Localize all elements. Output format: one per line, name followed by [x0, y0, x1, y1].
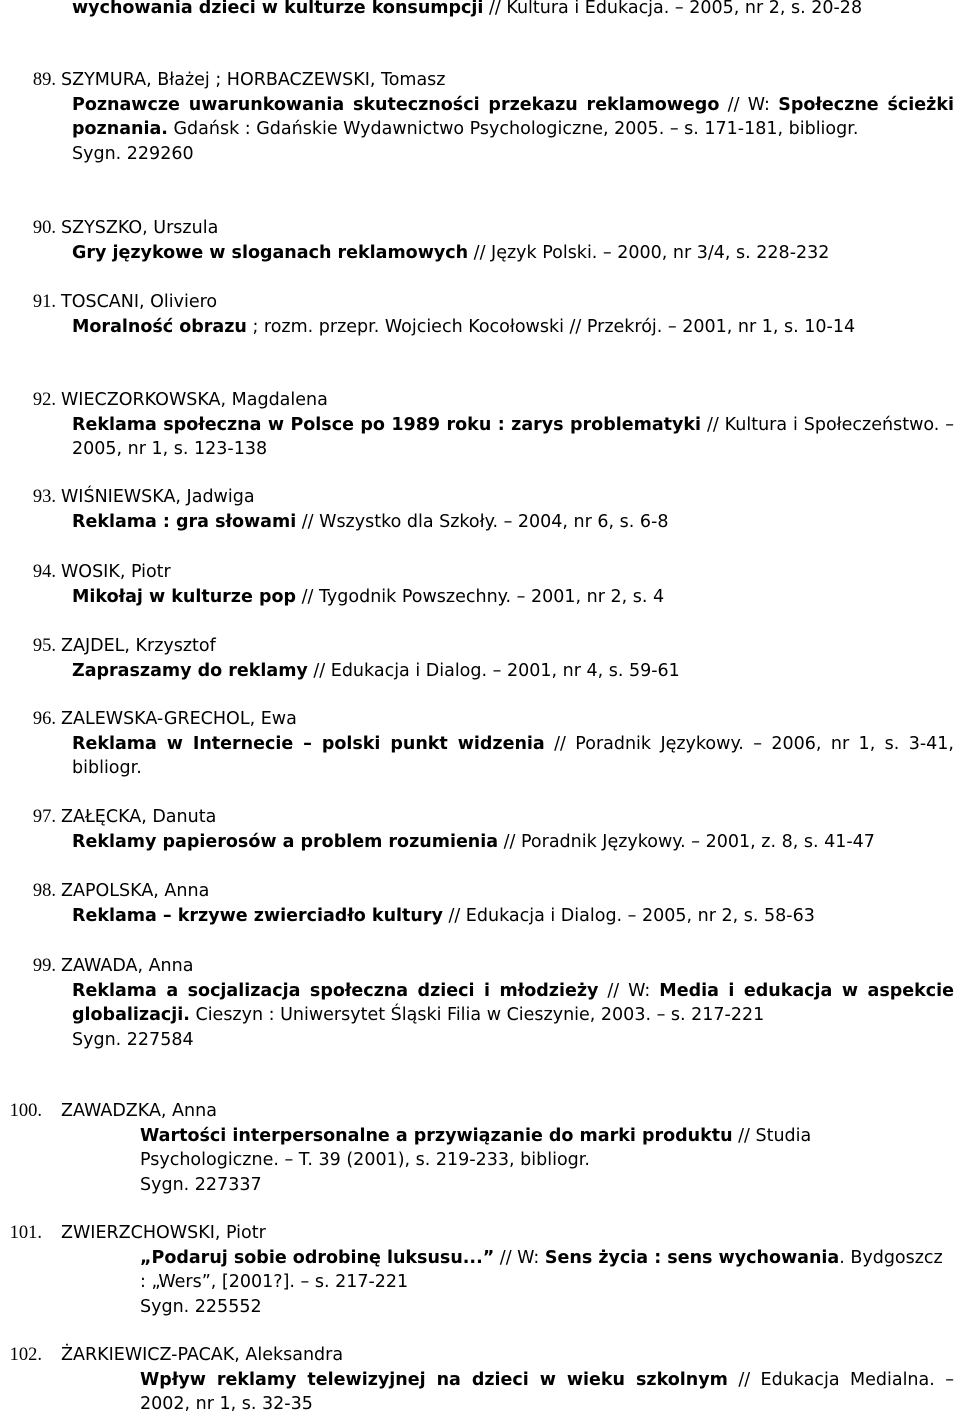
entry-title: wychowania dzieci w kulturze konsumpcji — [72, 0, 484, 18]
entry-signature: Sygn. 225552 — [140, 1296, 262, 1317]
entry-author: SZYSZKO, Urszula — [61, 218, 219, 238]
entry-number: 94. — [32, 562, 56, 582]
entry-title: Mikołaj w kulturze pop — [72, 586, 297, 607]
entry-source: // Kultura i Edukacja. – 2005, nr 2, s. 20-28 — [483, 0, 863, 18]
entry-number: 95. — [32, 636, 56, 656]
entry-collection-title: Media i edukacja w aspekcie globalizacji. — [72, 980, 955, 1025]
continued-entry — [72, 0, 954, 21]
entry-title: Gry językowe w sloganach reklamowych — [72, 242, 469, 263]
entry-source: // Poradnik Językowy. – 2006, nr 1, s. 3-41, bibliogr. — [72, 733, 954, 778]
entry-in: // W: — [719, 94, 779, 115]
entry-author: WIECZORKOWSKA, Magdalena — [61, 390, 328, 410]
entry-in: // W: — [494, 1247, 545, 1268]
entry-number: 102. — [9, 1345, 42, 1365]
entry-number: 92. — [32, 390, 56, 410]
entry-source: // Studia Psychologiczne. – T. 39 (2001), s. 219-233, bibliogr. — [140, 1125, 812, 1170]
entry-signature: Sygn. 229260 — [72, 143, 194, 164]
entry-source: // Edukacja i Dialog. – 2001, nr 4, s. 59-61 — [307, 660, 680, 681]
entry-source: // Tygodnik Powszechny. – 2001, nr 2, s. 4 — [296, 586, 665, 607]
entry-number: 97. — [32, 807, 56, 827]
entry-number: 96. — [32, 709, 56, 729]
entry-author: ZAWADZKA, Anna — [61, 1101, 217, 1121]
entry-title: Reklama a socjalizacja społeczna dzieci i młodzieży — [72, 980, 599, 1001]
entry-description — [140, 1124, 954, 1198]
entry-title: Reklama społeczna w Polsce po 1989 roku : zarys problematyki — [72, 414, 702, 435]
entry-source: Gdańsk : Gdańskie Wydawnictwo Psychologiczne, 2005. – s. 171-181, bibliogr. — [167, 119, 859, 139]
entry-author: ZAJDEL, Krzysztof — [61, 636, 216, 656]
entry-title: Wpływ reklamy telewizyjnej na dzieci w wieku szkolnym — [140, 1369, 728, 1390]
entry-description — [72, 241, 954, 266]
entry-author: WIŚNIEWSKA, Jadwiga — [61, 487, 255, 507]
entry-source: // Wszystko dla Szkoły. – 2004, nr 6, s. 6-8 — [296, 511, 669, 532]
entry-author: ZALEWSKA-GRECHOL, Ewa — [61, 709, 297, 729]
entry-source: // Edukacja i Dialog. – 2005, nr 2, s. 58-63 — [442, 905, 815, 926]
entry-source: // Poradnik Językowy. – 2001, z. 8, s. 41-47 — [498, 831, 875, 852]
entry-description — [72, 413, 954, 462]
entry-number: 91. — [32, 292, 56, 312]
entry-description — [72, 93, 954, 167]
entry-signature: Sygn. 227337 — [140, 1174, 262, 1195]
entry-description — [72, 585, 954, 610]
entry-source: Cieszyn : Uniwersytet Śląski Filia w Cieszynie, 2003. – s. 217-221 — [189, 1005, 765, 1025]
entry-description — [72, 510, 954, 535]
entry-title: Reklama : gra słowami — [72, 511, 297, 532]
entry-number: 99. — [32, 956, 56, 976]
entry-title: Reklama – krzywe zwierciadło kultury — [72, 905, 443, 926]
entry-title: Zapraszamy do reklamy — [72, 660, 308, 681]
entry-description — [72, 979, 954, 1053]
entry-source: // Kultura i Społeczeństwo. – 2005, nr 1, s. 123-138 — [72, 414, 954, 459]
entry-source: // Język Polski. – 2000, nr 3/4, s. 228-232 — [468, 242, 830, 263]
entry-description — [140, 1246, 954, 1320]
entry-title: „Podaruj sobie odrobinę luksusu...” — [140, 1247, 495, 1268]
entry-author: ZAWADA, Anna — [61, 956, 194, 976]
entry-author: ZWIERZCHOWSKI, Piotr — [61, 1223, 266, 1243]
entry-title: Reklamy papierosów a problem rozumienia — [72, 831, 499, 852]
entry-author: ŻARKIEWICZ-PACAK, Aleksandra — [61, 1345, 344, 1365]
entry-description — [140, 1368, 954, 1417]
entry-description — [72, 732, 954, 781]
entry-title: Wartości interpersonalne a przywiązanie do marki produktu — [140, 1125, 733, 1146]
entry-source: ; rozm. przepr. Wojciech Kocołowski // Przekrój. – 2001, nr 1, s. 10-14 — [246, 316, 856, 337]
entry-author: WOSIK, Piotr — [61, 562, 171, 582]
entry-number: 89. — [32, 70, 56, 90]
entry-description — [72, 904, 954, 929]
entry-source: // Edukacja Medialna. – 2002, nr 1, s. 32-35 — [140, 1369, 954, 1414]
entry-author: TOSCANI, Oliviero — [61, 292, 218, 312]
entry-title: Poznawcze uwarunkowania skuteczności przekazu reklamowego — [72, 94, 720, 115]
entry-author: ZAŁĘCKA, Danuta — [61, 807, 217, 827]
entry-description — [72, 315, 954, 340]
entry-number: 101. — [9, 1223, 42, 1243]
entry-collection-title: Sens życia : sens wychowania — [544, 1247, 840, 1268]
entry-number: 93. — [32, 487, 56, 507]
entry-number: 98. — [32, 881, 56, 901]
entry-signature: Sygn. 227584 — [72, 1029, 194, 1050]
entry-source: . Bydgoszcz : „Wers”, [2001?]. – s. 217-221 — [140, 1247, 943, 1292]
entry-title: Moralność obrazu — [72, 316, 247, 337]
entry-description — [72, 830, 954, 855]
entry-author: SZYMURA, Błażej ; HORBACZEWSKI, Tomasz — [61, 70, 446, 90]
entry-number: 90. — [32, 218, 56, 238]
entry-description — [72, 659, 954, 684]
entry-author: ZAPOLSKA, Anna — [61, 881, 210, 901]
entry-title: Reklama w Internecie – polski punkt widzenia — [72, 733, 545, 754]
entry-collection-title: Społeczne ścieżki poznania. — [72, 94, 954, 139]
entry-number: 100. — [9, 1101, 42, 1121]
entry-in: // W: — [598, 980, 660, 1001]
